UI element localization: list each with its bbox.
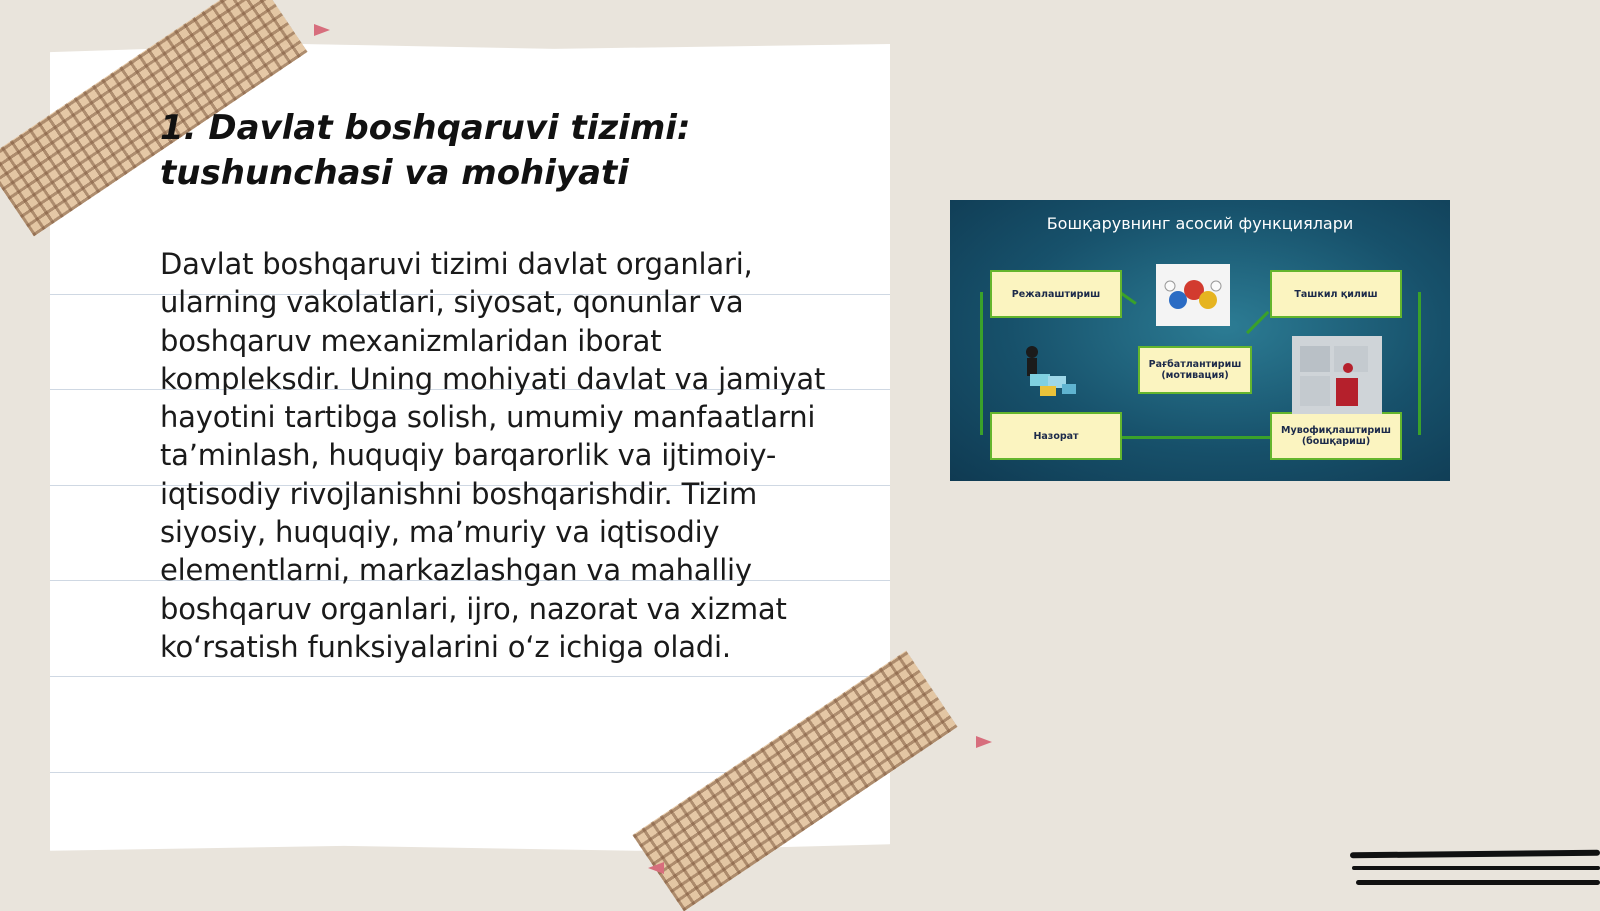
box-motivation: Рағбатлантириш (мотивация)	[1138, 346, 1252, 394]
box-organizing: Ташкил қилиш	[1270, 270, 1402, 318]
box-coordination: Мувофиқлаштириш (бошқариш)	[1270, 412, 1402, 460]
puzzle-figure-image	[1018, 340, 1088, 400]
connector-line	[1122, 436, 1272, 439]
tape-corner-mark	[976, 736, 992, 748]
decorative-brush-stroke	[1356, 880, 1600, 885]
puzzle-piece-image	[1292, 336, 1382, 414]
box-control: Назорат	[990, 412, 1122, 460]
teamwork-figures-image	[1156, 264, 1230, 326]
slide-title	[160, 106, 850, 196]
connector-line	[1246, 311, 1269, 334]
slide-title-line2: tushunchasi va mohiyati	[160, 153, 629, 193]
connector-line	[1120, 292, 1136, 305]
diagram-heading: Бошқарувнинг асосий функциялари	[1046, 214, 1354, 233]
slide-title-line1: 1. Davlat boshqaruvi tizimi:	[160, 108, 691, 148]
body-paragraph: Davlat boshqaruvi tizimi davlat organlari, ularning vakolatlari, siyosat, qonunlar va boshqaruv mexanizmlaridan iborat kompleksdir. Uning mohiyati davlat va jamiyat hayotini tartibga solish, umumiy manfaatlarni ta’minlash, huquqiy barqarorlik va ijtimoiy-iqtisodiy rivojlanishni boshqarishdir. Tizim siyosiy, huquqiy, ma’muriy va iqtisodiy elementlarni, markazlashgan va mahalliy boshqaruv organlari, ijro, nazorat va xizmat koʻrsatish funksiyalarini oʻz ichiga oladi.	[160, 247, 826, 664]
box-planning: Режалаштириш	[990, 270, 1122, 318]
management-functions-diagram	[950, 200, 1450, 481]
connector-line	[980, 292, 983, 435]
decorative-brush-stroke	[1350, 850, 1600, 859]
paper-rule-line	[50, 676, 890, 677]
connector-line	[1418, 292, 1421, 435]
tape-corner-mark	[314, 24, 330, 36]
decorative-brush-stroke	[1352, 866, 1600, 870]
